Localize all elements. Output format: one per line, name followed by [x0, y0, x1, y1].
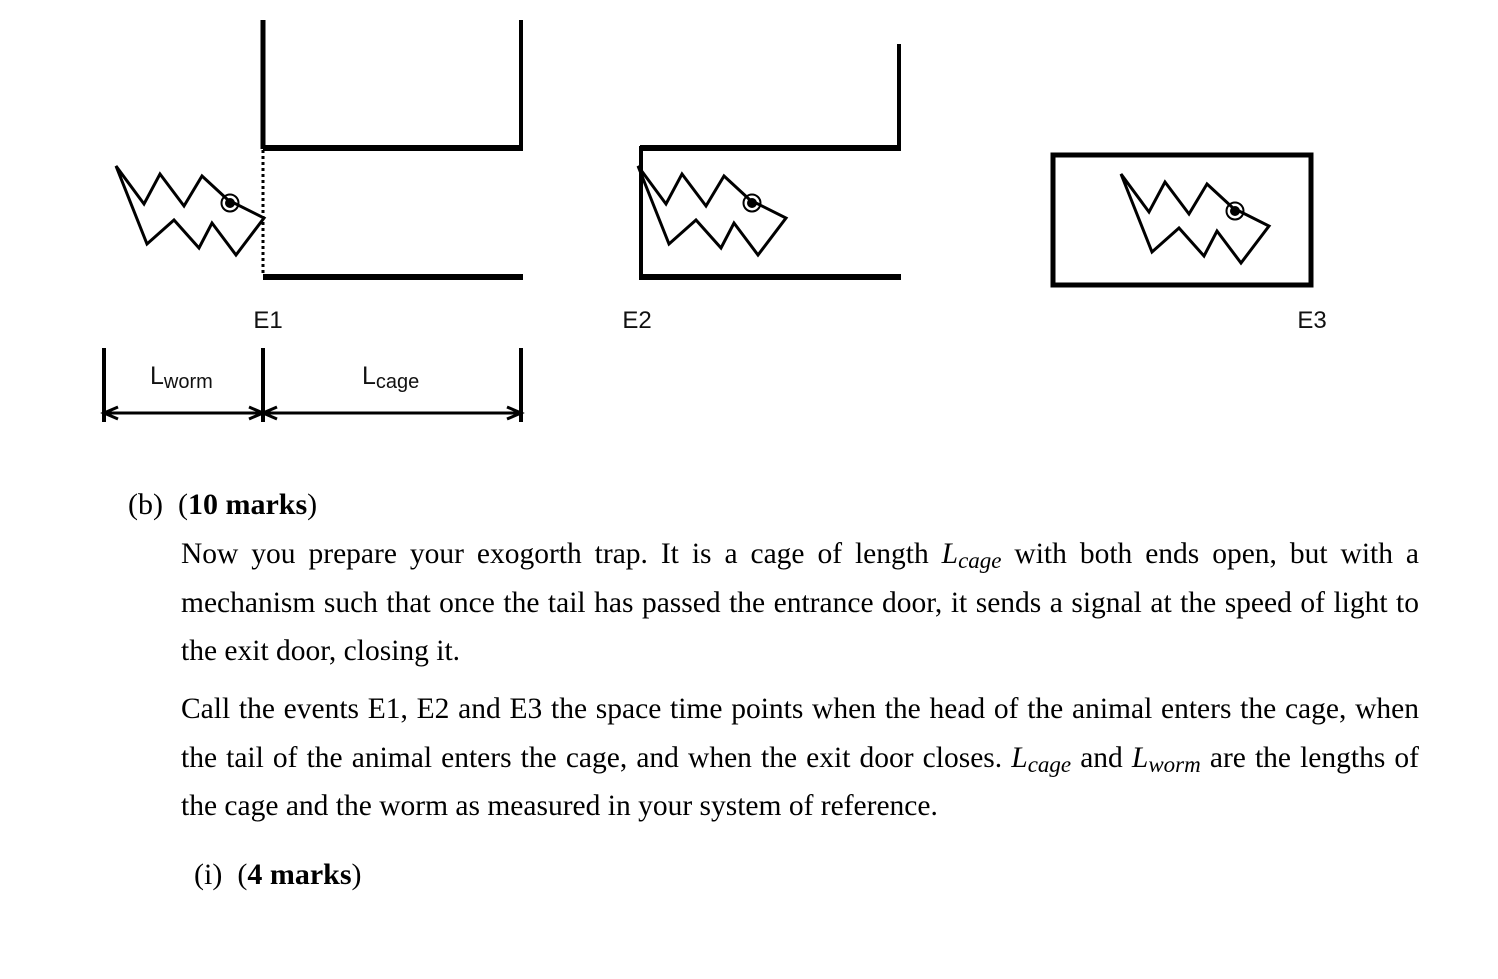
part-b-marks: 10 marks — [187, 488, 308, 521]
part-i-marks-open: ( — [237, 858, 248, 891]
part-i-marks-close: ) — [351, 858, 362, 891]
cage-e2 — [640, 44, 901, 280]
part-b-label: (b) — [128, 488, 163, 521]
p2-var-l-cage: L — [1011, 741, 1028, 774]
p2-sub-worm: worm — [1148, 750, 1201, 777]
part-b-marks-close: ) — [307, 488, 318, 521]
p2-text-1: Call the events E1, E2 and E3 the space time points when the head of the animal enters the cage, when the tail of the animal enters the cage, and when the exit door closes. — [181, 693, 1419, 774]
p1-text-2: with both ends open, but with a mechanism such that once the tail has passed the entrance door, it sends a signal at the speed of light to the exit door, closing it. — [181, 538, 1419, 667]
event-label-e1: E1 — [253, 307, 283, 334]
exogorth-trap-figure — [0, 0, 1498, 440]
worm-e1 — [116, 166, 264, 255]
event-label-e2: E2 — [622, 307, 652, 334]
worm-e3 — [1121, 174, 1269, 263]
p2-text-2: and — [1071, 741, 1132, 774]
p2-text-3: are the lengths of the cage and the worm as measured in your system of reference. — [181, 741, 1420, 822]
cage-e1 — [263, 20, 523, 277]
p2-sub-cage: cage — [1027, 750, 1072, 777]
event-label-e3: E3 — [1297, 307, 1327, 334]
length-worm-label: Lworm — [150, 362, 213, 393]
p1-sub-cage: cage — [958, 547, 1002, 574]
part-b-paragraph-1 — [181, 530, 1419, 676]
p1-var-l: L — [941, 538, 959, 570]
p2-var-l-worm: L — [1131, 741, 1149, 774]
part-b-paragraph-2 — [181, 685, 1419, 831]
part-b-marks-open: ( — [177, 488, 188, 521]
p1-text-1: Now you prepare your exogorth trap. It is a cage of length — [181, 538, 942, 570]
part-i-marks: 4 marks — [247, 858, 352, 891]
length-cage-label: Lcage — [362, 362, 420, 393]
part-i-label: (i) — [194, 858, 223, 891]
worm-e2 — [638, 166, 786, 255]
part-i-heading — [194, 858, 362, 892]
part-b-heading — [128, 488, 317, 522]
